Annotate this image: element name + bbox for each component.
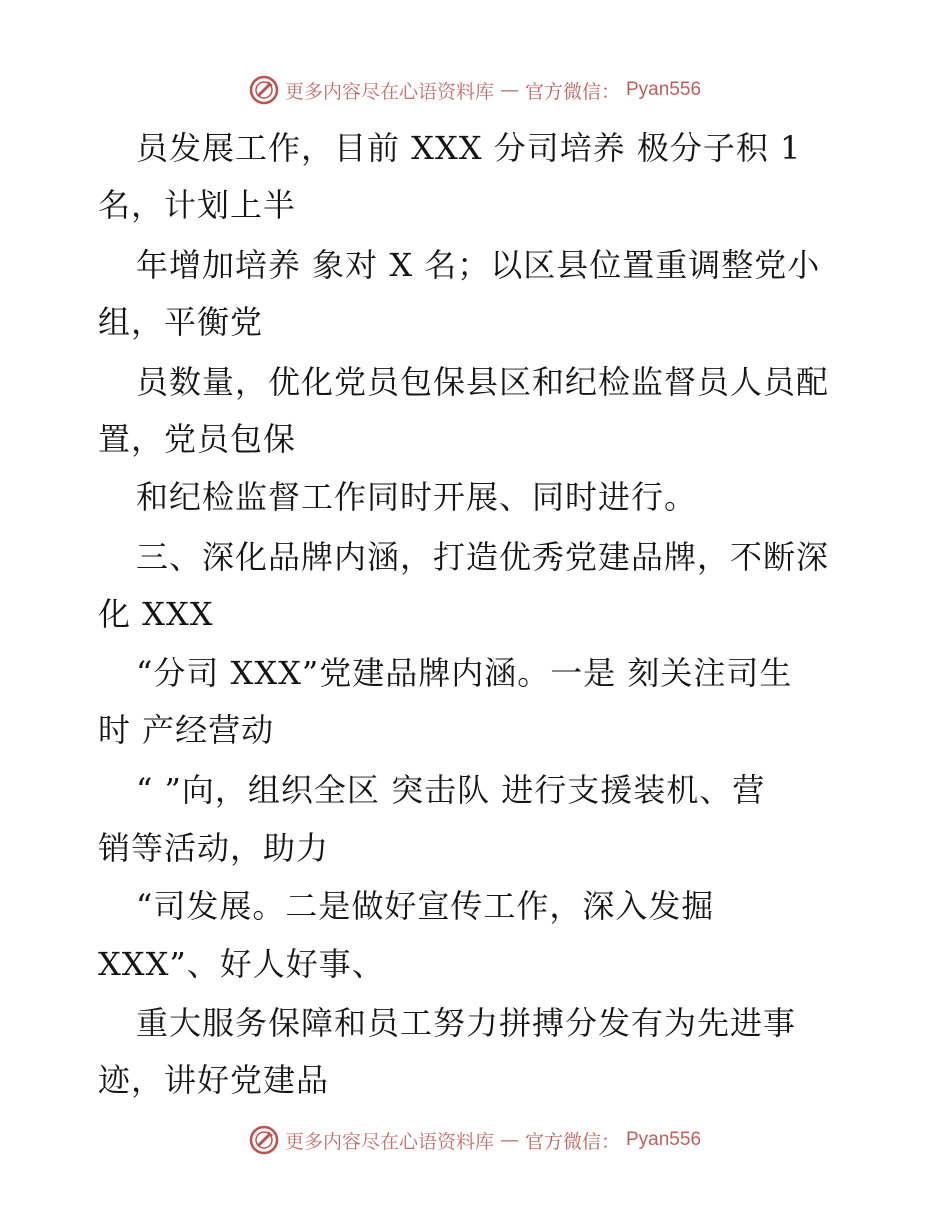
watermark-text: 更多内容尽在心语资料库	[284, 80, 494, 103]
doc-line: 三、深化品牌内涵，打造优秀党建品牌，不断深	[136, 538, 830, 576]
header-watermark	[0, 70, 950, 110]
doc-line: 时 产经营动	[98, 711, 275, 749]
doc-line: 和纪检监督工作同时开展、同时进行。	[136, 478, 698, 516]
watermark-contact-id: Pyan556	[626, 79, 702, 100]
doc-line: 重大服务保障和员工努力拼搏分发有为先进事	[136, 1004, 797, 1042]
doc-line: 员发展工作，目前 XXX 分司培养 极分子积 1	[136, 129, 802, 167]
seal-logo-icon	[249, 1125, 279, 1155]
doc-line: 年增加培养 象对 X 名；以区县位置重调整党小	[136, 246, 821, 284]
doc-line: 员数量，优化党员包保县区和纪检监督员人员配	[136, 363, 830, 401]
doc-line: 组，平衡党	[98, 303, 264, 341]
doc-line: 名，计划上半	[98, 186, 297, 224]
doc-line: 销等活动，助力	[98, 829, 330, 867]
watermark-contact-id: Pyan556	[626, 1129, 702, 1150]
watermark-text: 更多内容尽在心语资料库	[284, 1130, 494, 1153]
watermark-separator: —	[499, 1129, 519, 1151]
watermark-contact-label: 官方微信：	[524, 80, 620, 103]
footer-watermark	[0, 1120, 950, 1160]
doc-line: “司发展。二是做好宣传工作，深入发掘	[136, 887, 715, 925]
doc-line: 化 XXX	[98, 595, 214, 633]
doc-line: “ ”向，组织全区 突击队 进行支援装机、营	[136, 771, 766, 809]
watermark-separator: —	[499, 79, 519, 101]
doc-line: XXX”、好人好事、	[98, 945, 385, 983]
watermark-contact-label: 官方微信：	[524, 1130, 620, 1153]
doc-line: “分司 XXX”党建品牌内涵。一是 刻关注司生	[136, 654, 793, 692]
doc-line: 迹，讲好党建品	[98, 1061, 330, 1099]
doc-line: 置，党员包保	[98, 420, 297, 458]
seal-logo-icon	[249, 75, 279, 105]
